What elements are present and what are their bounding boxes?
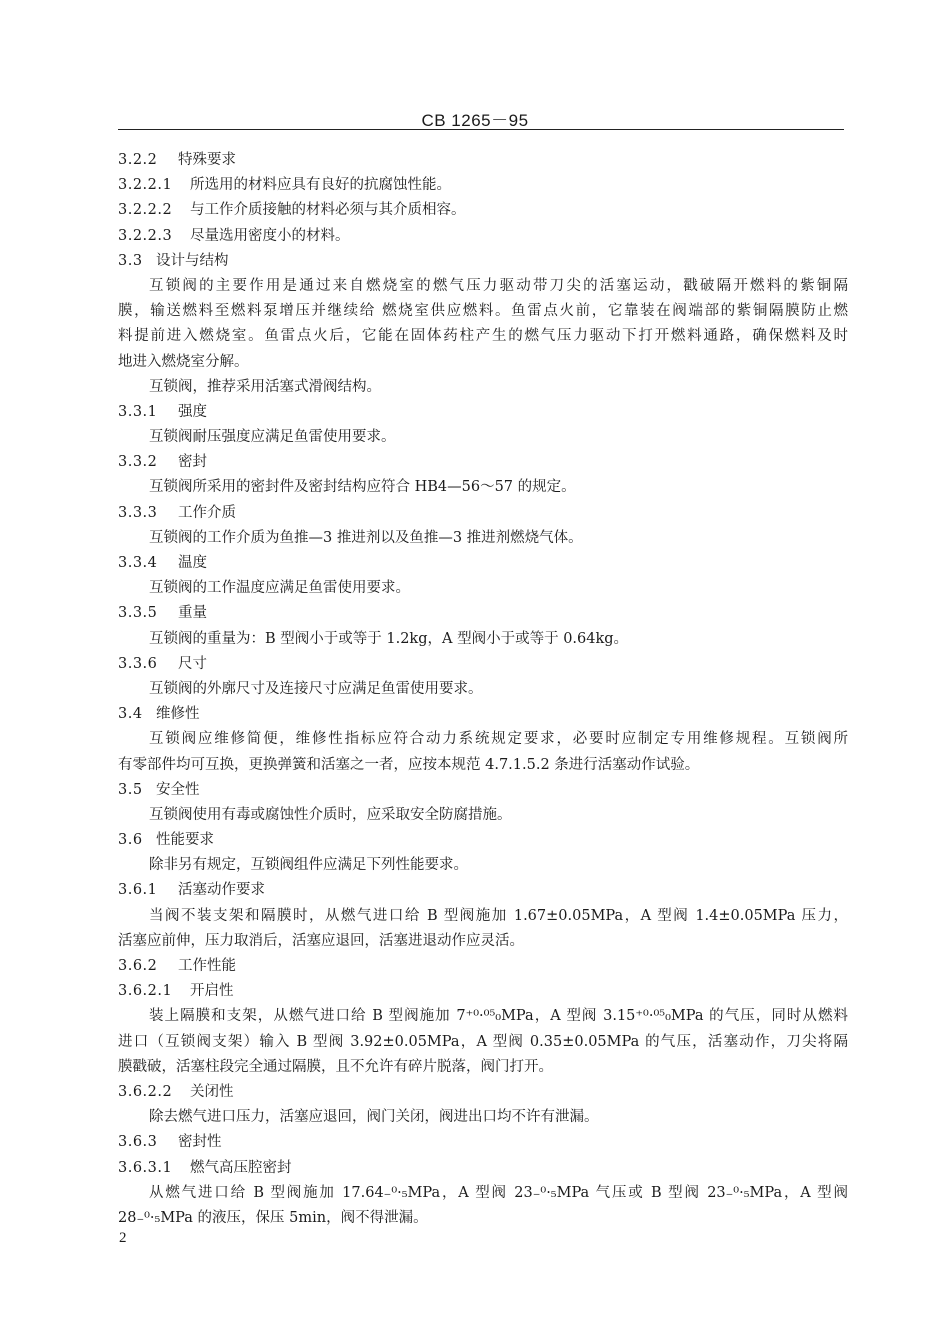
paragraph-text: 有零部件均可互换，更换弹簧和活塞之一者，应按本规范 4.7.1.5.2 条进行活塞动作试验。 [118,756,700,773]
section-number: 3.3.5 [118,605,158,622]
section-number: 3.2.2 [118,152,158,168]
paragraph-text: 互锁阀的工作温度应满足鱼雷使用要求。 [149,580,410,597]
body-text-line [118,803,848,828]
section-number: 3.3 [118,252,143,269]
paragraph-text: 互锁阀使用有毒或腐蚀性介质时，应采取安全防腐措施。 [149,806,512,823]
section-heading [118,878,848,903]
section-title: 强度 [178,403,207,420]
section-title: 燃气高压腔密封 [190,1159,292,1176]
section-heading [118,173,848,198]
body-text-line [118,627,848,652]
section-heading [118,702,848,727]
body-text-line [118,727,848,752]
section-number: 3.3.2 [118,454,158,471]
body-text-line [118,1030,848,1055]
body-text-line [118,1181,848,1206]
body-text-line [118,1206,848,1231]
section-title: 与工作介质接触的材料必须与其介质相容。 [190,202,466,219]
section-title: 活塞动作要求 [178,882,265,899]
section-title: 安全性 [156,781,200,798]
body-text-line [118,274,848,299]
section-heading [118,1080,848,1105]
section-heading [118,828,848,853]
body-text-line [118,350,848,375]
paragraph-text: 活塞应前伸，压力取消后，活塞应退回，活塞进退动作应灵活。 [118,932,524,949]
section-heading [118,198,848,223]
paragraph-text: 28₋⁰·₅MPa 的液压，保压 5min，阀不得泄漏。 [118,1209,428,1226]
section-title: 尽量选用密度小的材料。 [190,227,350,244]
section-title: 开启性 [190,983,234,1000]
section-heading [118,1130,848,1155]
section-number: 3.3.1 [118,403,158,420]
section-title: 性能要求 [156,832,214,849]
paragraph-text: 互锁阀应维修简便，维修性指标应符合动力系统规定要求，必要时应制定专用维修规程。互锁阀所 [149,731,848,748]
page-number: 2 [119,1230,127,1246]
section-heading [118,551,848,576]
section-heading [118,601,848,626]
section-heading [118,1156,848,1181]
paragraph-text: 互锁阀的工作介质为鱼推—3 推进剂以及鱼推—3 推进剂燃烧气体。 [149,529,583,546]
section-number: 3.3.4 [118,555,158,571]
section-title: 尺寸 [178,655,207,672]
section-heading [118,224,848,249]
header-rule [118,129,844,130]
body-text-line [118,1055,848,1080]
paragraph-text: 装上隔膜和支架，从燃气进口给 B 型阀施加 7⁺⁰·⁰⁵₀MPa，A 型阀 3.15⁺⁰·⁰⁵₀MPa 的气压，同时从燃料 [149,1008,848,1025]
body-text-line [118,1105,848,1130]
section-title: 密封 [178,454,207,471]
section-title: 密封性 [178,1134,222,1151]
paragraph-text: 进口（互锁阀支架）输入 B 型阀 3.92±0.05MPa，A 型阀 0.35±0.05MPa 的气压，活塞动作，刀尖将隔 [118,1033,848,1050]
section-number: 3.2.2.3 [118,227,173,244]
paragraph-text: 从燃气进口给 B 型阀施加 17.64₋⁰·₅MPa，A 型阀 23₋⁰·₅MPa 气压或 B 型阀 23₋⁰·₅MPa，A 型阀 [149,1184,848,1201]
section-number: 3.2.2.1 [118,177,173,194]
body-text-line [118,1004,848,1029]
paragraph-text: 互锁阀，推荐采用活塞式滑阀结构。 [149,378,381,395]
section-number: 3.6.1 [118,882,158,899]
section-heading [118,954,848,979]
body-text-line [118,753,848,778]
section-number: 3.2.2.2 [118,202,173,219]
section-number: 3.5 [118,781,143,798]
document-code-header: CB 1265－95 [421,111,529,130]
section-title: 特殊要求 [178,152,236,168]
body-text-line [118,853,848,878]
section-heading [118,148,848,173]
section-heading [118,249,848,274]
section-title: 维修性 [156,706,200,723]
section-title: 重量 [178,605,207,622]
section-title: 温度 [178,555,207,571]
section-heading [118,450,848,475]
section-number: 3.6.3 [118,1134,158,1151]
section-heading [118,400,848,425]
section-number: 3.6.2.2 [118,1083,173,1100]
body-text-line [118,299,848,324]
section-heading [118,501,848,526]
paragraph-text: 互锁阀所采用的密封件及密封结构应符合 HB4—56～57 的规定。 [149,479,576,496]
paragraph-text: 互锁阀耐压强度应满足鱼雷使用要求。 [149,429,396,446]
paragraph-text: 地进入燃烧室分解。 [118,353,249,370]
paragraph-text: 料提前进入燃烧室。鱼雷点火后，它能在固体药柱产生的燃气压力驱动下打开燃料通路，确保燃料及时 [118,328,848,345]
body-text-line [118,324,848,349]
body-text-line [118,929,848,954]
paragraph-text: 除去燃气进口压力，活塞应退回，阀门关闭，阀进出口均不许有泄漏。 [149,1109,599,1126]
section-title: 工作性能 [178,958,236,974]
section-title: 关闭性 [190,1083,234,1100]
paragraph-text: 膜，输送燃料至燃料泵增压并继续给 燃烧室供应燃料。鱼雷点火前，它靠装在阀端部的紫铜隔膜防止燃 [118,303,848,320]
section-number: 3.6 [118,832,143,849]
document-body [118,148,848,1231]
section-heading [118,652,848,677]
paragraph-text: 互锁阀的主要作用是通过来自燃烧室的燃气压力驱动带刀尖的活塞运动，戳破隔开燃料的紫铜隔 [149,277,848,294]
paragraph-text: 当阀不装支架和隔膜时，从燃气进口给 B 型阀施加 1.67±0.05MPa，A 型阀 1.4±0.05MPa 压力， [149,907,848,924]
body-text-line [118,526,848,551]
section-heading [118,979,848,1004]
section-title: 所选用的材料应具有良好的抗腐蚀性能。 [190,177,451,194]
body-text-line [118,375,848,400]
section-title: 工作介质 [178,504,236,521]
section-number: 3.4 [118,706,143,723]
body-text-line [118,677,848,702]
body-text-line [118,904,848,929]
section-number: 3.3.3 [118,504,158,521]
section-number: 3.6.2 [118,958,158,974]
body-text-line [118,425,848,450]
body-text-line [118,576,848,601]
section-heading [118,778,848,803]
section-number: 3.3.6 [118,655,158,672]
section-title: 设计与结构 [156,252,229,269]
section-number: 3.6.3.1 [118,1159,173,1176]
body-text-line [118,475,848,500]
paragraph-text: 互锁阀的外廓尺寸及连接尺寸应满足鱼雷使用要求。 [149,680,483,697]
paragraph-text: 互锁阀的重量为：B 型阀小于或等于 1.2kg，A 型阀小于或等于 0.64kg。 [149,630,629,647]
paragraph-text: 除非另有规定，互锁阀组件应满足下列性能要求。 [149,857,468,874]
paragraph-text: 膜戳破，活塞柱段完全通过隔膜，且不允许有碎片脱落，阀门打开。 [118,1058,553,1075]
section-number: 3.6.2.1 [118,983,173,1000]
